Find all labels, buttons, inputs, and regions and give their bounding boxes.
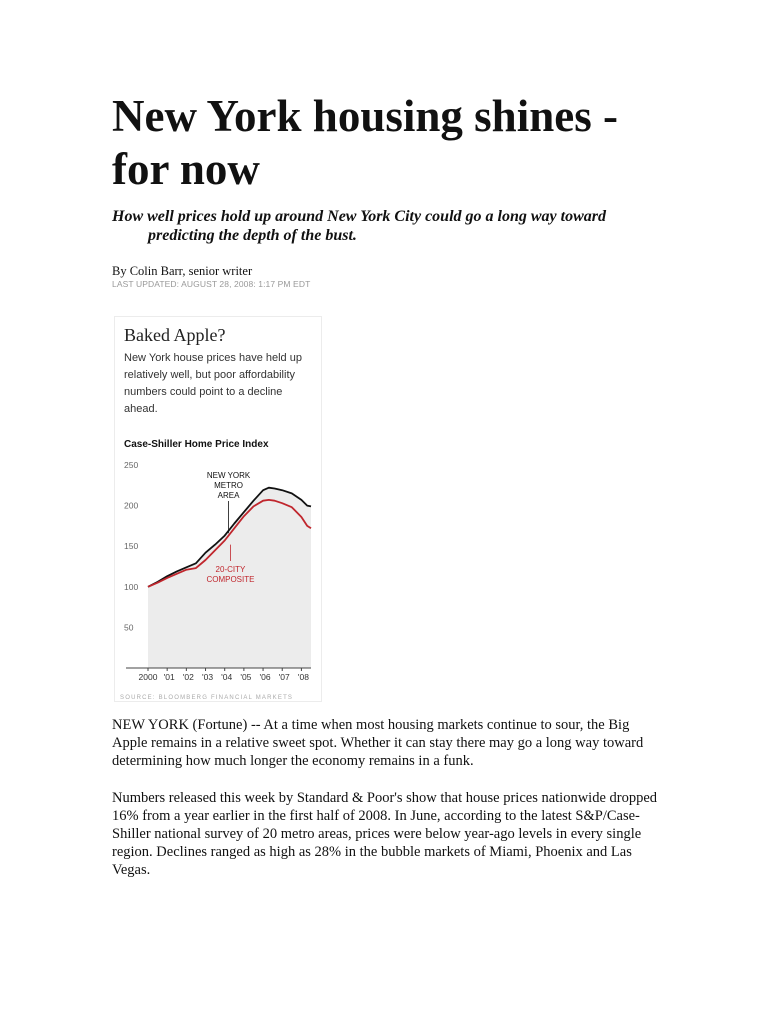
x-tick-label: '02 [182, 672, 194, 682]
x-tick-label: '06 [259, 672, 271, 682]
article-headline: New York housing shines - for now [112, 91, 618, 194]
ny-metro-label: METRO [214, 481, 243, 490]
deck-line-2: predicting the depth of the bust. [148, 227, 357, 244]
x-tick-label: 2000 [138, 672, 158, 682]
graphic-description: New York house prices have held up relatively well, but poor affordability numbers could point to a decline ahead. [124, 352, 302, 415]
last-updated: LAST UPDATED: AUGUST 28, 2008: 1:17 PM EDT [112, 279, 311, 289]
x-tick-label: '08 [297, 672, 309, 682]
composite-label: COMPOSITE [206, 575, 255, 584]
x-tick-label: '03 [201, 672, 214, 682]
article-paragraph-1: NEW YORK (Fortune) -- At a time when most housing markets continue to sour, the Big Apple remains in a relative sweet spot. Whether it can stay there may go a long way toward determining how much longer the economy remains in a funk. [112, 717, 644, 769]
y-tick-label: 50 [124, 622, 134, 633]
composite-label: 20-CITY [215, 565, 246, 574]
y-tick-label: 100 [124, 581, 139, 592]
deck-line-1: How well prices hold up around New York City could go a long way toward [112, 208, 606, 225]
graphic-title: Baked Apple? [124, 325, 226, 345]
article-paragraph-2: Numbers released this week by Standard & Poor's show that house prices nationwide dropped 16% from a year earlier in the first half of 2008. In June, according to the latest S&P/Case-Shiller national survey of 20 metro areas, prices were below year-ago levels in every single region. Declines ranged as high as 28% in the bubble markets of Miami, Phoenix and Las Vegas. [112, 790, 658, 878]
x-tick-label: '07 [278, 672, 290, 682]
chart-source: SOURCE: BLOOMBERG FINANCIAL MARKETS [120, 695, 294, 701]
ny-metro-label: NEW YORK [206, 471, 251, 480]
chart-title: Case-Shiller Home Price Index [124, 439, 269, 450]
byline: By Colin Barr, senior writer [112, 264, 253, 278]
article-deck [112, 207, 652, 245]
y-tick-label: 150 [124, 541, 139, 552]
x-tick-label: '04 [221, 672, 233, 682]
chart-graphic [114, 316, 322, 702]
y-tick-label: 250 [124, 460, 139, 470]
ny-metro-label: AREA [217, 491, 240, 500]
x-tick-label: '01 [163, 672, 175, 682]
y-tick-label: 200 [124, 500, 139, 511]
price-index-chart [115, 317, 321, 701]
x-tick-label: '05 [240, 672, 252, 682]
